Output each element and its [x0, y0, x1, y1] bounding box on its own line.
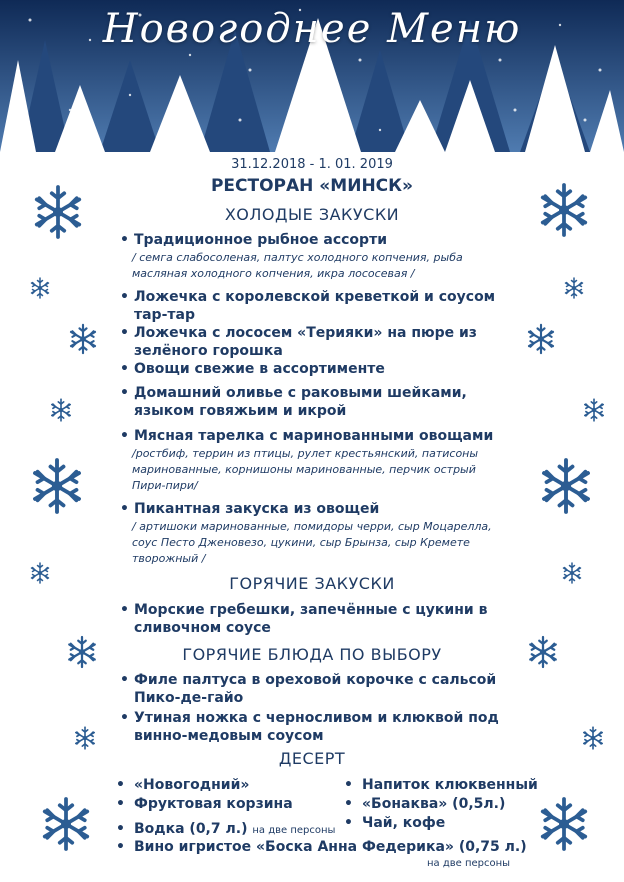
- menu-item-name: • Утиная ножка с черносливом и клюквой под винно-медовым соусом: [120, 709, 500, 745]
- menu-item: [120, 384, 500, 420]
- menu-item-desc: / семга слабосоленая, палтус холодного копчения, рыба масляная холодного копчения, икра лососевая /: [132, 251, 463, 280]
- menu-item-name: • Мясная тарелка с маринованными овощами: [120, 427, 500, 445]
- restaurant-name: РЕСТОРАН «МИНСК»: [210, 176, 414, 196]
- menu-item: [120, 288, 500, 324]
- snowflake-icon: [66, 322, 100, 356]
- section-title-cold: ХОЛОДЫЕ ЗАКУСКИ: [224, 205, 400, 224]
- vodka-item: [114, 820, 335, 840]
- dessert-item: • Фруктовая корзина: [114, 795, 293, 813]
- snowflake-icon: [524, 322, 558, 356]
- vodka-label: Водка (0,7 л.): [134, 821, 248, 837]
- menu-item: [120, 709, 500, 745]
- menu-item: [120, 360, 500, 378]
- dessert-item: • «Новогодний»: [114, 776, 249, 794]
- menu-title: Новогоднее Меню: [102, 6, 522, 52]
- snowflake-icon: [536, 796, 592, 852]
- snowflake-icon: [580, 725, 606, 751]
- menu-item-name: • Традиционное рыбное ассорти: [120, 231, 500, 249]
- snowflake-icon: [28, 457, 86, 515]
- menu-item-name: • Пикантная закуска из овощей: [120, 500, 500, 518]
- drink-item: • Напиток клюквенный: [342, 776, 538, 794]
- section-title-hot-main: ГОРЯЧИЕ БЛЮДА ПО ВЫБОРУ: [182, 645, 442, 664]
- menu-item: [120, 324, 500, 360]
- menu-item-name: • Ложечка с лососем «Терияки» на пюре из зелёного горошка: [120, 324, 500, 360]
- snowflake-icon: [38, 796, 94, 852]
- menu-item: [120, 601, 500, 637]
- snowflake-icon: [562, 276, 586, 300]
- snowflake-icon: [72, 725, 98, 751]
- snowflake-icon: [537, 457, 595, 515]
- section-title-dessert: ДЕСЕРТ: [278, 749, 346, 768]
- snowflake-icon: [28, 276, 52, 300]
- drink-item: • «Бонаква» (0,5л.): [342, 795, 505, 813]
- drink-item: • Чай, кофе: [342, 814, 445, 832]
- snowflake-icon: [581, 397, 607, 423]
- menu-item: [120, 671, 500, 707]
- wine-note: на две персоны: [427, 858, 511, 869]
- menu-date: 31.12.2018 - 1. 01. 2019: [231, 157, 393, 172]
- menu-item-name: • Домашний оливье с раковыми шейками, языком говяжьим и икрой: [120, 384, 500, 420]
- menu-item-desc: / артишоки маринованные, помидоры черри, сыр Моцарелла, соус Песто Дженовезо, цукини, сыр Брынза, сыр Кремете творожный /: [132, 520, 492, 565]
- snowflake-icon: [48, 397, 74, 423]
- menu-item-name: • Филе палтуса в ореховой корочке с сальсой Пико-де-гайо: [120, 671, 500, 707]
- menu-item: [120, 427, 500, 494]
- menu-item-name: • Морские гребешки, запечённые с цукини в сливочном соусе: [120, 601, 500, 637]
- section-title-hot-starters: ГОРЯЧИЕ ЗАКУСКИ: [229, 574, 395, 593]
- menu-item-name: • Ложечка с королевской креветкой и соусом тар-тар: [120, 288, 500, 324]
- wine-item: • Вино игристое «Боска Анна Федерика» (0,75 л.): [114, 838, 527, 856]
- menu-item: [120, 231, 500, 282]
- vodka-note: на две персоны: [252, 825, 336, 836]
- menu-item-name: • Овощи свежие в ассортименте: [120, 360, 500, 378]
- menu-item: [120, 500, 500, 567]
- menu-item-desc: /ростбиф, террин из птицы, рулет крестьянский, патисоны маринованные, корнишоны маринованные, перчик острый Пири-пири/: [132, 447, 479, 492]
